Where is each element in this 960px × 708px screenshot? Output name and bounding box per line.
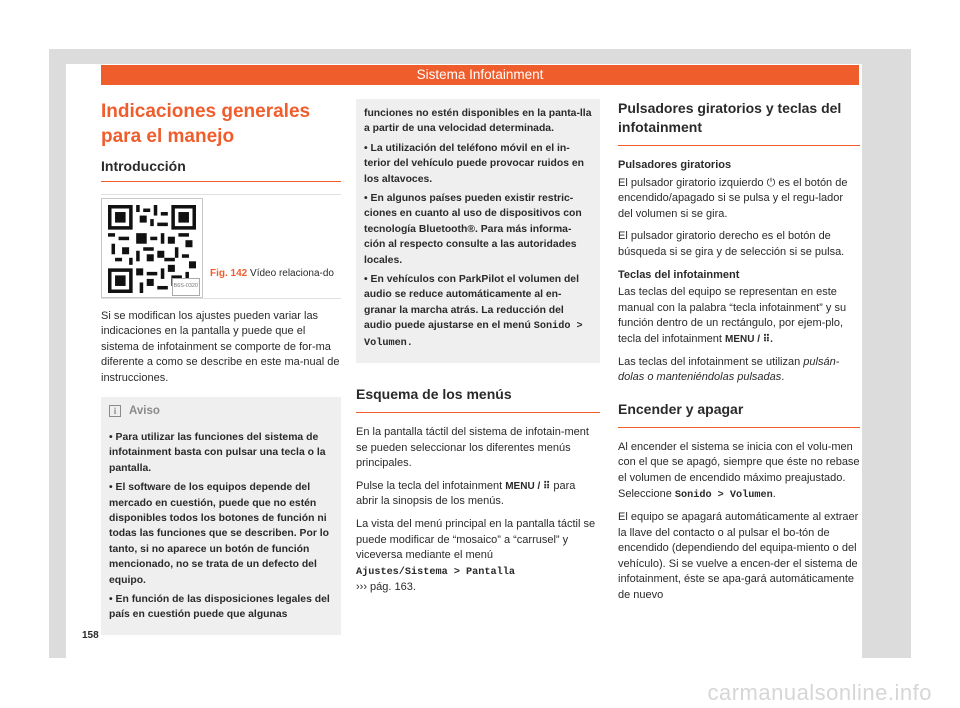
notice-bullet: [364, 272, 592, 351]
notice-bullet: • Para utilizar las funciones del sistema de infotainment basta con pulsar una tecla o la pantalla.: [109, 431, 326, 474]
menu-path-sonido-volumen: Sonido > Volumen.: [364, 321, 583, 349]
menu-key-icon: MENU / ⠿: [505, 480, 551, 492]
section-title-encender: Encender y apagar: [618, 400, 860, 428]
paragraph: El equipo se apagará automáticamente al extraer la llave del contacto o al pulsar el bo-tón de encendido (dependiendo del equipa-miento o del vehículo). Si se vuelve a encen-der el sistema de infotainment, éste se apa-gará automáticamente de nuevo: [618, 511, 859, 602]
notice-bullet-text: • En vehículos con ParkPilot el volumen del audio se reduce automáticamente al en-granar la marcha atrás. La reducción del audio puede ajustarse en el menú: [364, 274, 579, 332]
section-header: Sistema Infotainment: [101, 65, 859, 85]
column-3: [618, 99, 860, 611]
column-1: [101, 99, 341, 635]
paragraph-text: .: [772, 487, 776, 500]
paragraph: El pulsador giratorio derecho es el botón de búsqueda si se gira y de selección si se pulsa.: [618, 230, 845, 258]
paragraph: [618, 440, 860, 503]
watermark: carmanualsonline.info: [707, 680, 932, 705]
paragraph: [618, 355, 860, 386]
column-2: [356, 99, 600, 603]
power-icon: ⏻: [766, 176, 776, 189]
notice-bullet: • La utilización del teléfono móvil en el in-terior del vehículo puede provocar ruidos en los altavoces.: [364, 142, 584, 185]
paragraph-text: Al encender el sistema se inicia con el volu-men con el que se apagó, siempre que éste no rebase el volumen de encendido máximo preajustado. Seleccione: [618, 440, 860, 500]
notice-bullet: • En algunos países pueden existir restric-ciones en cuanto al uso de dispositivos con tecnología Bluetooth®. Para más informa-ción al respecto consulte a las autoridades locales.: [364, 193, 582, 266]
menu-path-sonido-volumen: Sonido > Volumen: [674, 489, 773, 501]
figure-label: Fig. 142: [210, 267, 248, 279]
paragraph-text: Las teclas del equipo se representan en este manual con la palabra “tecla infotainment” y su función dentro de un rectángulo, por ejem-plo, tecla del infotainment: [618, 286, 847, 345]
section-title-esquema: Esquema de los menús: [356, 385, 600, 413]
notice-box: [101, 397, 341, 635]
info-icon: i: [109, 405, 121, 417]
notice-header: [109, 404, 333, 423]
paragraph: [618, 176, 860, 223]
paragraph: En la pantalla táctil del sistema de infotain-ment se pueden seleccionar los diferentes menús principales.: [356, 426, 589, 470]
paragraph: [356, 517, 600, 596]
paragraph-text: es el botón de encendido/apagado si se pulsa y el regu-lador del volumen si se gira.: [618, 176, 848, 220]
paragraph-text: La vista del menú principal en la pantalla táctil se puede modificar de “mosaico” a “carrusel” y viceversa mediante el menú: [356, 518, 596, 562]
figure-caption: [210, 268, 338, 280]
qr-code-label: B6S-0320: [172, 278, 200, 296]
paragraph-text: El pulsador giratorio izquierdo: [618, 176, 764, 189]
qr-code-image[interactable]: [101, 198, 203, 298]
intro-paragraph: Si se modifican los ajustes pueden variar las indicaciones en la pantalla y puede que el sistema de infotainment se comporte de for-ma diferente a como se describe en este ma-nual de instrucciones.: [101, 309, 340, 384]
page-reference-link[interactable]: ››› pág. 163.: [356, 581, 416, 594]
page-heading: Indicaciones generales para el manejo: [101, 101, 311, 147]
figure-caption-text: Vídeo relaciona-do: [250, 267, 334, 279]
notice-continued-text: funciones no estén disponibles en la panta-lla a partir de una velocidad determinada.: [364, 108, 592, 135]
paragraph-text: Pulse la tecla del infotainment: [356, 479, 503, 492]
notice-title: Aviso: [129, 404, 160, 417]
notice-box-continued: [356, 99, 600, 363]
paragraph-italic: pulsán-dolas o manteniéndolas pulsadas: [618, 355, 840, 384]
notice-bullet: • En función de las disposiciones legales del país en cuestión puede que algunas: [109, 594, 330, 621]
notice-bullet: • El software de los equipos depende del mercado en cuestión, puede que no estén disponibles todos los botones de función ni todas las funciones que se describen. Por lo tanto, si no aparece un botón de función mencionado, no se trata de un defecto del equipo.: [109, 482, 329, 586]
subheading-introduccion: Introducción: [101, 159, 341, 182]
menu-key-icon: MENU / ⠿.: [725, 333, 773, 345]
subheading-pulsadores: Pulsadores giratorios: [618, 159, 732, 171]
paragraph-text: Las teclas del infotainment se utilizan: [618, 355, 801, 368]
paragraph-text: para abrir la sinopsis de los menús.: [356, 479, 576, 508]
subheading-teclas: Teclas del infotainment: [618, 268, 740, 281]
figure-142: [101, 194, 341, 299]
page-number: 158: [82, 630, 99, 641]
paragraph: [356, 479, 600, 510]
paragraph-text: .: [781, 371, 785, 384]
menu-path-ajustes-pantalla: Ajustes/Sistema > Pantalla: [356, 566, 515, 578]
section-title-pulsadores: Pulsadores giratorios y teclas del infotainment: [618, 99, 860, 146]
paragraph: [618, 285, 860, 347]
